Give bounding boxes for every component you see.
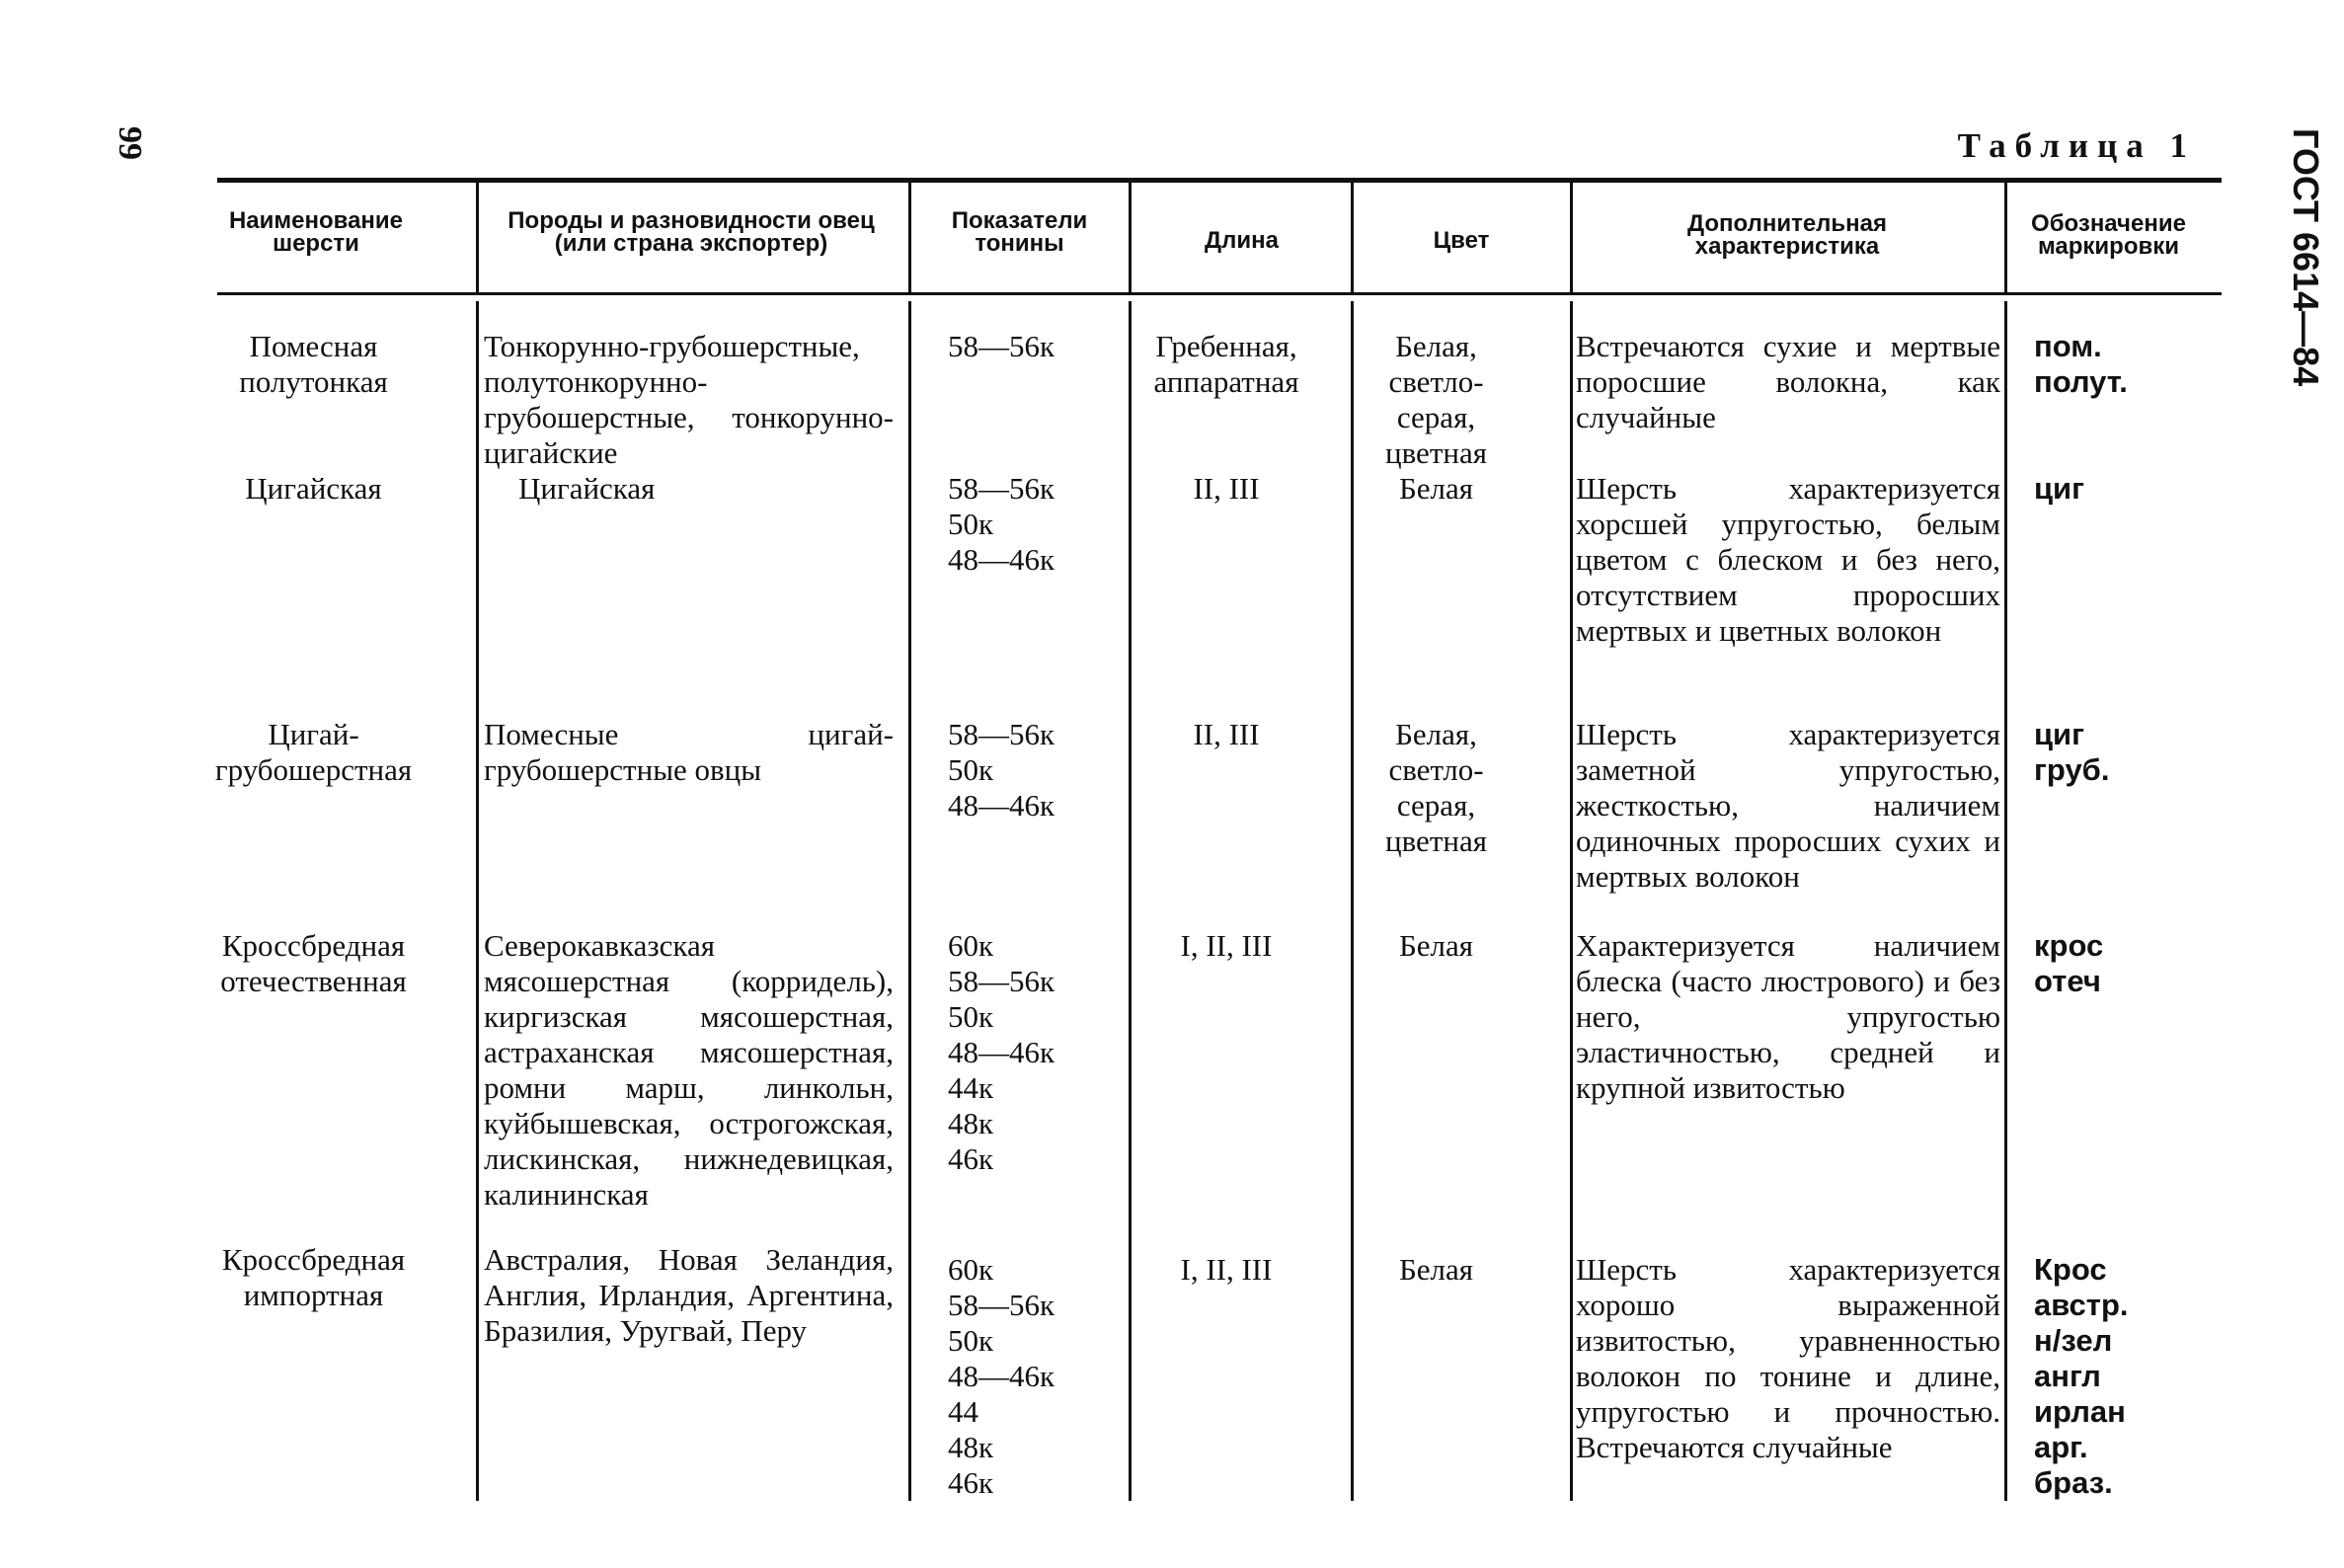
row-name: Помесная полутонкая bbox=[239, 329, 388, 399]
marking-value: полут. bbox=[2034, 364, 2128, 399]
marking-value: циг bbox=[2034, 717, 2085, 751]
column-divider bbox=[1129, 301, 1132, 1501]
fineness-value: 48—46к bbox=[948, 788, 1055, 823]
marking-value: австр. bbox=[2034, 1288, 2129, 1322]
header-name: Наименование шерсти bbox=[228, 207, 404, 257]
column-divider bbox=[1129, 183, 1132, 292]
column-divider bbox=[476, 183, 479, 292]
fineness-value: 46к bbox=[948, 1465, 994, 1500]
row-name: Цигай-грубошерстная bbox=[214, 717, 413, 787]
row-fineness bbox=[948, 928, 1116, 1177]
fineness-value: 44 bbox=[948, 1394, 978, 1429]
row-color: Белая bbox=[1398, 1252, 1474, 1287]
row-extra: Шерсть характеризуется хорошо выраженной извитостью, уравненностью волокон по тонине и длине, упругостью и прочностью. Встречаются случайные bbox=[1576, 1252, 2000, 1464]
row-extra: Шерсть характеризуется заметной упругостью, жесткостью, наличием одиночных проросших сухих и мертвых волокон bbox=[1576, 717, 2000, 894]
row-marking bbox=[2034, 471, 2202, 507]
fineness-value: 48—46к bbox=[948, 1035, 1055, 1069]
row-color: Белая bbox=[1398, 928, 1474, 963]
row-fineness bbox=[948, 717, 1116, 823]
column-divider bbox=[476, 301, 479, 1501]
header-bottom-rule bbox=[217, 292, 2222, 295]
table-top-rule bbox=[217, 178, 2222, 183]
fineness-value: 48к bbox=[948, 1430, 994, 1464]
row-fineness bbox=[948, 329, 1116, 364]
column-divider bbox=[1570, 183, 1573, 292]
fineness-value: 48—46к bbox=[948, 1359, 1055, 1393]
fineness-value: 50к bbox=[948, 507, 994, 541]
column-divider bbox=[908, 183, 911, 292]
column-divider bbox=[2004, 301, 2007, 1501]
row-breeds: Тонкорунно-грубошерстные, полутонкорунно-грубошерстные, тонкорунно-цигайские bbox=[484, 329, 894, 470]
row-fineness bbox=[948, 1252, 1116, 1501]
header-breeds: Породы и разновидности овец (или страна экспортер) bbox=[508, 207, 875, 257]
row-marking bbox=[2034, 329, 2202, 400]
row-extra: Шерсть характеризуется хорсшей упругостью, белым цветом с блеском и без него, отсутствием проросших мертвых и цветных волокон bbox=[1576, 471, 2000, 648]
row-marking bbox=[2034, 717, 2202, 788]
row-breeds: Австралия, Новая Зеландия, Англия, Ирландия, Аргентина, Бразилия, Уругвай, Перу bbox=[484, 1242, 894, 1348]
row-breeds: Помесные цигай-грубошерстные овцы bbox=[484, 717, 894, 787]
marking-value: отеч bbox=[2034, 964, 2101, 998]
row-length: Гребенная, аппаратная bbox=[1153, 329, 1299, 399]
header-length: Длина bbox=[1205, 227, 1279, 254]
marking-value: арг. bbox=[2034, 1430, 2088, 1464]
marking-value: браз. bbox=[2034, 1465, 2113, 1500]
column-divider bbox=[1351, 183, 1354, 292]
marking-value: груб. bbox=[2034, 752, 2110, 787]
row-breeds: Цигайская bbox=[518, 471, 656, 506]
fineness-value: 46к bbox=[948, 1141, 994, 1176]
fineness-value: 50к bbox=[948, 752, 994, 787]
row-length: I, II, III bbox=[1180, 928, 1273, 963]
header-extra: Дополнительная характеристика bbox=[1686, 210, 1888, 260]
row-marking bbox=[2034, 928, 2202, 999]
header-marking: Обозначение маркировки bbox=[2031, 210, 2186, 260]
row-extra: Встречаются сухие и мертвые поросшие волокна, как случайные bbox=[1576, 329, 2000, 434]
page-number: 99 bbox=[112, 126, 148, 160]
fineness-value: 48—46к bbox=[948, 542, 1055, 577]
row-length: I, II, III bbox=[1180, 1252, 1273, 1287]
fineness-value: 50к bbox=[948, 1323, 994, 1358]
fineness-value: 60к bbox=[948, 928, 994, 963]
fineness-value: 58—56к bbox=[948, 329, 1055, 363]
row-marking bbox=[2034, 1252, 2202, 1501]
table-title: Таблица 1 bbox=[1957, 126, 2196, 165]
marking-value: крос bbox=[2034, 928, 2104, 963]
marking-value: англ bbox=[2034, 1359, 2101, 1393]
fineness-value: 58—56к bbox=[948, 964, 1055, 998]
marking-value: н/зел bbox=[2034, 1323, 2113, 1358]
standard-code: ГОСТ 6614—84 bbox=[2286, 128, 2326, 387]
marking-value: циг bbox=[2034, 471, 2085, 506]
fineness-value: 58—56к bbox=[948, 471, 1055, 506]
row-fineness bbox=[948, 471, 1116, 578]
row-length: II, III bbox=[1193, 717, 1260, 751]
row-color: Белая, светло-серая, цветная bbox=[1385, 329, 1487, 470]
row-breeds: Северокавказская мясошерстная (корридель), киргизская мясошерстная, астраханская мясошерстная, ромни марш, линкольн, куйбышевская, острогожская, лискинская, нижнедевицкая, калининская bbox=[484, 928, 894, 1212]
header-fineness: Показатели тонины bbox=[951, 207, 1088, 257]
row-name: Цигайская bbox=[245, 471, 382, 506]
column-divider bbox=[1351, 301, 1354, 1501]
row-extra: Характеризуется наличием блеска (часто люстрового) и без него, упругостью эластичностью, средней и крупной извитостью bbox=[1576, 928, 2000, 1105]
row-color: Белая bbox=[1398, 471, 1474, 506]
row-name: Кроссбредная отечественная bbox=[220, 928, 407, 998]
row-length: II, III bbox=[1193, 471, 1260, 506]
row-color: Белая, светло-серая, цветная bbox=[1385, 717, 1487, 858]
marking-value: Крос bbox=[2034, 1252, 2107, 1287]
fineness-value: 58—56к bbox=[948, 717, 1055, 751]
fineness-value: 44к bbox=[948, 1070, 994, 1105]
header-color: Цвет bbox=[1433, 227, 1490, 254]
marking-value: ирлан bbox=[2034, 1394, 2126, 1429]
fineness-value: 60к bbox=[948, 1252, 994, 1287]
fineness-value: 58—56к bbox=[948, 1288, 1055, 1322]
marking-value: пом. bbox=[2034, 329, 2102, 363]
fineness-value: 50к bbox=[948, 999, 994, 1034]
row-name: Кроссбредная импортная bbox=[221, 1242, 406, 1312]
fineness-value: 48к bbox=[948, 1106, 994, 1140]
column-divider bbox=[908, 301, 911, 1501]
column-divider bbox=[1570, 301, 1573, 1501]
